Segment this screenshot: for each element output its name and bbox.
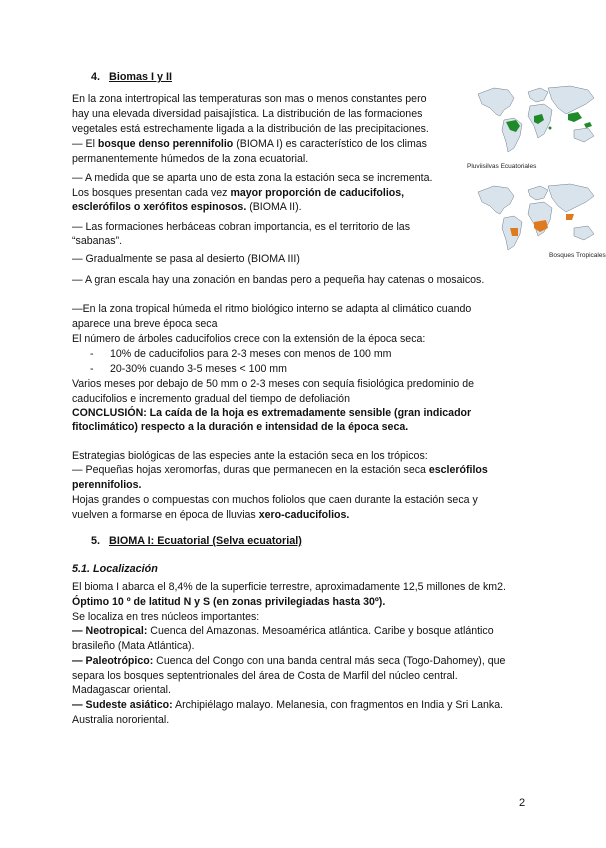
section-4-number: 4. (91, 71, 101, 83)
bullet-2-text: 20-30% cuando 3-5 meses < 100 mm (110, 363, 287, 375)
para2-line2-bold: mayor proporción de caducifolios, (230, 187, 405, 199)
para7-line2 (72, 463, 488, 478)
sudeste-label: — Sudeste asiático: (72, 699, 173, 711)
para5-line: — A gran escala hay una zonación en bandas pero a pequeña hay catenas o mosaicos. (72, 274, 485, 286)
para2-line2 (72, 186, 404, 201)
para7-line1: Estrategias biológicas de las especies ante la estación seca en los trópicos: (72, 450, 428, 462)
para1-line4 (72, 137, 427, 152)
para2-line3-post: (BIOMA II). (246, 201, 302, 213)
para2-line3 (72, 200, 302, 215)
para1-line4-pre: — El (72, 138, 98, 150)
s51-line3: Se localiza en tres núcleos importantes: (72, 611, 260, 623)
map-pluviisilvas (470, 80, 600, 160)
s51-sudeste-l2: Australia nororiental. (72, 714, 170, 726)
para2-line1: — A medida que se aparta uno de esta zona la estación seca se incrementa. (72, 172, 433, 184)
map-bosques-tropicales (470, 178, 600, 258)
para2-line3-bold: esclerófilos o xerófitos espinosos. (72, 201, 247, 213)
sudeste-text: Archipiélago malayo. Melanesia, con fragmentos en India y Sri Lanka. (172, 699, 504, 711)
bullet-1-text: 10% de caducifolios para 2-3 meses con menos de 100 mm (110, 348, 392, 360)
para7-line3: perennifolios. (72, 479, 142, 491)
para2-line2-pre: Los bosques presentan cada vez (72, 187, 231, 199)
s51-line2: Óptimo 10 º de latitud N y S (en zonas privilegiadas hasta 30º). (72, 596, 386, 608)
s51-paleotropico-l3: Madagascar oriental. (72, 684, 171, 696)
section-5-1-title: 5.1. Localización (72, 563, 158, 575)
para1-line3: vegetales está estrechamente ligada a la distribución de las precipitaciones. (72, 123, 429, 135)
para7-line5 (72, 508, 349, 523)
para1-line2: hay una elevada diversidad paisajística. La distribución de las formaciones (72, 108, 423, 120)
section-4-heading (91, 71, 172, 83)
section-5-heading (91, 535, 302, 547)
s51-neotropical (72, 624, 494, 639)
section-5-number: 5. (91, 535, 101, 547)
neotropical-text: Cuenca del Amazonas. Mesoamérica atlántica. Caribe y bosque atlántico (147, 625, 494, 637)
paleotropico-label: — Paleotrópico: (72, 655, 154, 667)
para6-line4: Varios meses por debajo de 50 mm o 2-3 meses con sequía fisiológica predominio de (72, 378, 474, 390)
s51-paleotropico (72, 654, 505, 669)
para7-line5-pre: vuelven a formarse en época de lluvias (72, 509, 259, 521)
bullet-dash-1: - (90, 348, 94, 360)
map1-caption: Pluviisilvas Ecuatoriales (467, 163, 537, 170)
conclusion-line2: fitoclimático) respecto a la duración e intensidad de la época seca. (72, 421, 409, 433)
para4-line: — Gradualmente se pasa al desierto (BIOMA III) (72, 253, 300, 265)
para7-line2-bold: esclerófilos (428, 464, 488, 476)
para3-line2: “sabanas”. (72, 235, 123, 247)
para6-line3: El número de árboles caducifolios crece con la extensión de la época seca: (72, 333, 426, 345)
para1-line4-bold: bosque denso perennifolio (97, 138, 234, 150)
para1-line1: En la zona intertropical las temperaturas son mas o menos constantes pero (72, 93, 427, 105)
paleotropico-text: Cuenca del Congo con una banda central más seca (Togo-Dahomey), que (153, 655, 506, 667)
page-number: 2 (519, 797, 526, 809)
s51-line1: El bioma I abarca el 8,4% de la superficie terrestre, aproximadamente 12,5 millones de km2. (72, 581, 506, 593)
neotropical-label: — Neotropical: (72, 625, 148, 637)
section-4-title: Biomas I y II (109, 71, 173, 83)
para7-line2-pre: — Pequeñas hojas xeromorfas, duras que permanecen en la estación seca (72, 464, 429, 476)
para1-line5: permanentemente húmedos de la zona ecuatorial. (72, 153, 309, 165)
s51-neotropical-l2: brasileño (Mata Atlántica). (72, 640, 195, 652)
para6-line5: caducifolios e incremento gradual del tiempo de defoliación (72, 393, 350, 405)
para7-line5-bold: xero-caducifolios. (258, 509, 350, 521)
s51-sudeste (72, 698, 503, 713)
para7-line4: Hojas grandes o compuestas con muchos foliolos que caen durante la estación seca y (72, 494, 478, 506)
para3-line1: — Las formaciones herbáceas cobran importancia, es el territorio de las (72, 221, 410, 233)
para6-line2: aparece una breve época seca (72, 318, 218, 330)
para1-line4-post: (BIOMA I) es característico de los climas (233, 138, 427, 150)
s51-paleotropico-l2: separa los bosques septentrionales del área de Costa de Marfil del núcleo central. (72, 670, 458, 682)
conclusion-line1: CONCLUSIÓN: La caída de la hoja es extremadamente sensible (gran indicador (72, 407, 472, 419)
para6-line1: —En la zona tropical húmeda el ritmo biológico interno se adapta al climático cuando (72, 303, 472, 315)
section-5-title: BIOMA I: Ecuatorial (Selva ecuatorial) (109, 535, 302, 547)
map2-caption: Bosques Tropicales (549, 252, 606, 259)
bullet-dash-2: - (90, 363, 94, 375)
